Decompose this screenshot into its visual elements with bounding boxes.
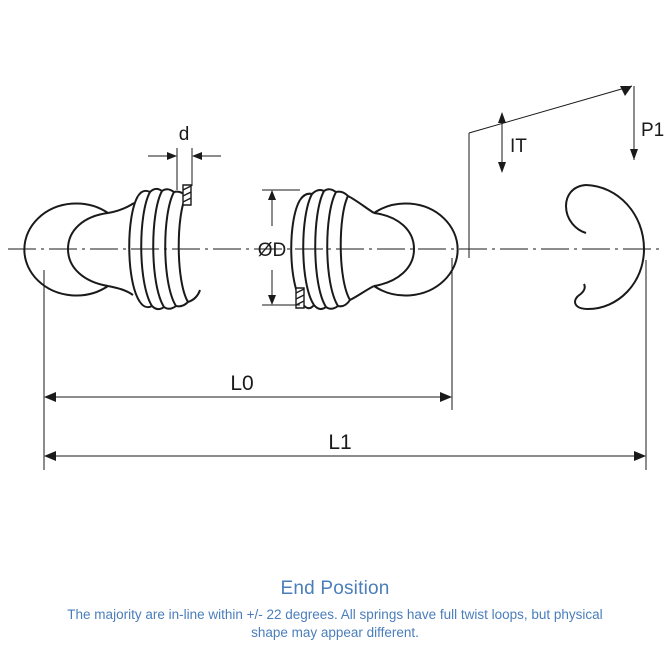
label-l0: L0 xyxy=(230,372,254,395)
dimension-p1 xyxy=(630,86,664,160)
right-hook xyxy=(348,196,458,300)
dimension-wire-diameter xyxy=(148,124,221,190)
label-outer-diameter: ØD xyxy=(257,240,287,261)
label-l1: L1 xyxy=(328,431,352,454)
caption-block xyxy=(0,578,670,642)
caption-title: End Position xyxy=(280,578,390,599)
label-initial-tension: IT xyxy=(510,136,527,157)
wire-section-left xyxy=(183,185,191,205)
end-position-hook xyxy=(566,185,644,309)
label-p1: P1 xyxy=(641,120,665,141)
dimension-initial-tension xyxy=(469,86,632,258)
label-wire-diameter: d xyxy=(178,124,190,145)
left-coil-group xyxy=(129,185,200,309)
dimension-outer-diameter xyxy=(258,190,300,305)
caption-subtitle: The majority are in-line within +/- 22 degrees. All springs have full twist loops, but physical shape may appear different. xyxy=(67,607,603,640)
